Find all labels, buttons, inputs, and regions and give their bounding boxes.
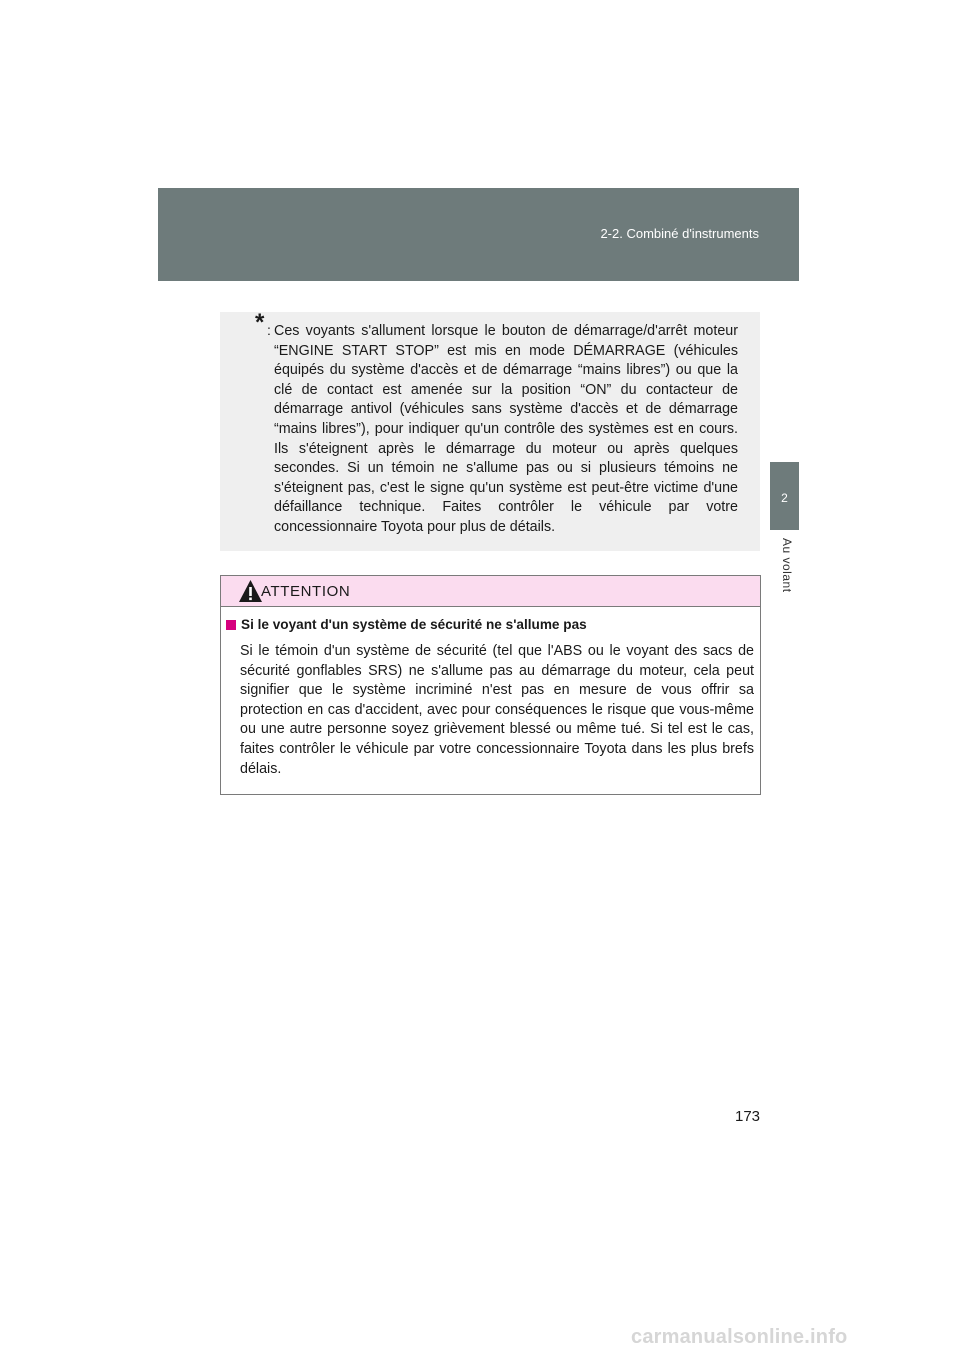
chapter-label: Au volant — [780, 538, 794, 593]
chapter-number: 2 — [781, 491, 788, 505]
page-number: 173 — [735, 1108, 761, 1125]
chapter-tab — [770, 462, 799, 530]
warning-heading: Si le voyant d'un système de sécurité ne s'allume pas — [241, 617, 587, 632]
warning-box — [220, 575, 761, 795]
warning-text: Si le témoin d'un système de sécurité (tel que l'ABS ou le voyant des sacs de sécurité gonflables SRS) ne s'allume pas au démarrage du moteur, cela peut signifier que le système incriminé n'est pas en mesure de vous offrir sa protection en cas d'accident, avec pour conséquences le risque que vous-même ou une autre personne soyez grièvement blessé ou même tué. Si tel est le cas, faites contrôler le véhicule par votre concessionnaire Toyota dans les plus brefs délais. — [240, 643, 754, 777]
note-text: Ces voyants s'allument lorsque le bouton de démarrage/d'arrêt moteur “ENGINE START STOP” est mis en mode DÉMARRAGE (véhicules équipés du système d'accès et de démarrage “mains libres”) ou que la clé de contact est amenée sur la position “ON” du contacteur de démarrage antivol (véhicules sans système d'accès et de démarrage “mains libres”), pour indiquer qu'un contrôle des systèmes est en cours. Ils s'éteignent après le démarrage du moteur ou après quelques secondes. Si un témoin ne s'allume pas ou si plusieurs témoins ne s'éteignent pas, c'est le signe qu'un système est peut-être victime d'une défaillance technique. Faites contrôler le véhicule par votre concessionnaire Toyota pour plus de détails. — [274, 323, 738, 535]
warning-triangle-icon — [238, 579, 263, 603]
note-colon: : — [267, 322, 271, 338]
note-asterisk: * — [255, 309, 265, 336]
section-bullet — [226, 620, 236, 630]
header-band — [158, 188, 799, 281]
warning-header — [221, 576, 760, 607]
section-title: 2-2. Combiné d'instruments — [600, 226, 759, 241]
warning-title: ATTENTION — [261, 583, 351, 600]
watermark: carmanualsonline.info — [631, 1326, 848, 1348]
